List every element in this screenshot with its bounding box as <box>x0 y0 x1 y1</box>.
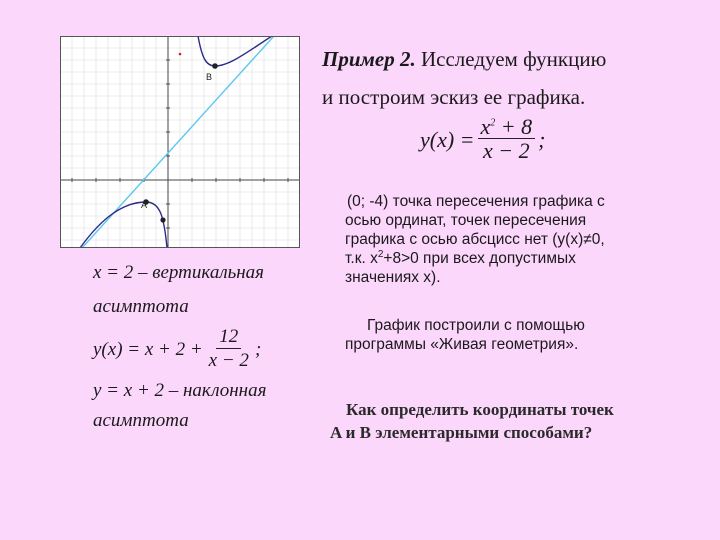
main-formula-lhs: y(x) = <box>420 126 475 152</box>
p2-line2: программы «Живая геометрия». <box>345 336 579 353</box>
p2-line1: График построили с помощью <box>367 317 585 334</box>
decomposition-denominator: x − 2 <box>208 350 249 371</box>
label-a: A <box>141 200 148 210</box>
label-b: B <box>206 72 213 82</box>
main-formula-numerator: $x^2 + 8$ <box>478 116 536 139</box>
decomposition-lhs: y(x) = x + 2 + <box>93 338 203 360</box>
title-line2: и построим эскиз ее графика. <box>322 85 586 109</box>
question-line2: A и B элементарными способами? <box>330 423 593 442</box>
decomposition-fraction <box>206 326 252 373</box>
oblique-asymptote-formula: y = x + 2 – наклонная <box>93 380 267 401</box>
main-formula <box>420 116 545 163</box>
oblique-asymptote-word: асимптота <box>93 410 189 431</box>
main-formula-denominator: x − 2 <box>483 138 530 163</box>
title-line1: Исследуем функцию <box>415 47 607 71</box>
p1-line5: значениях x). <box>345 269 441 286</box>
p1-line2: осью ординат, точек пересечения <box>345 212 587 229</box>
title-bold: Пример 2. <box>322 47 416 71</box>
p1-line3: графика с осью абсцисс нет (y(x)≠0, <box>345 231 605 248</box>
vertical-asymptote-word: асимптота <box>93 296 189 317</box>
question-text <box>330 398 710 444</box>
question-line1: Как определить координаты точек <box>346 400 614 419</box>
decomposition-numerator: 12 <box>216 326 241 349</box>
p1-line1: (0; -4) точка пересечения графика с <box>347 193 605 210</box>
software-paragraph <box>345 316 685 354</box>
intercept-paragraph <box>345 192 685 287</box>
grid-lines <box>60 36 300 248</box>
point-b <box>212 63 218 69</box>
function-graph <box>60 36 300 248</box>
red-dot <box>179 53 182 56</box>
page-title <box>322 40 712 116</box>
main-formula-tail: ; <box>538 126 546 152</box>
p1-line4: т.к. $x^2+8>0$ при всех допустимых <box>345 248 576 267</box>
decomposition-tail: ; <box>254 338 262 360</box>
point-y-intercept <box>160 217 165 222</box>
decomposition-formula <box>93 326 261 373</box>
vertical-asymptote-formula: x = 2 – вертикальная <box>93 262 265 283</box>
main-formula-fraction <box>478 116 536 163</box>
